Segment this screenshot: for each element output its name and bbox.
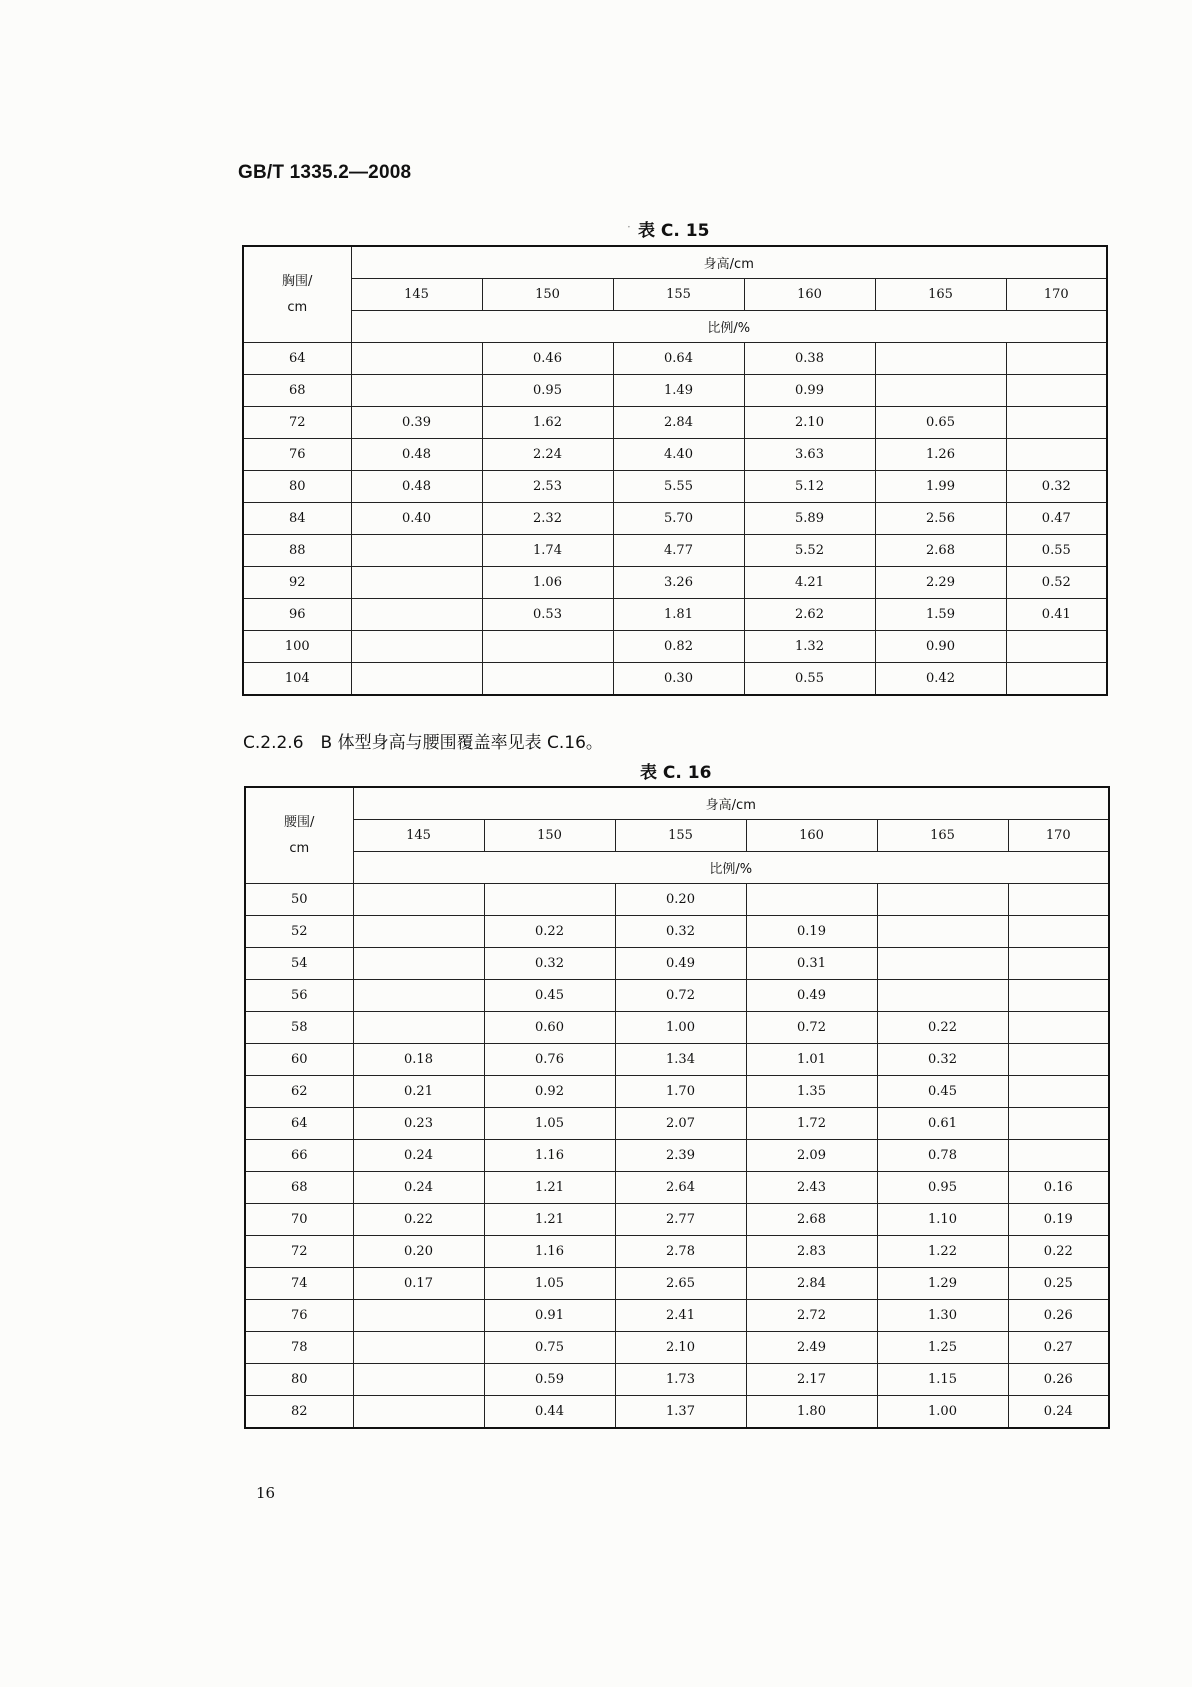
table-cell: 1.30 [877,1300,1008,1332]
row-label: 50 [245,884,353,916]
table-cell: 0.26 [1008,1300,1109,1332]
table-cell: 0.32 [877,1044,1008,1076]
table-row [245,1300,1109,1332]
row-label: 52 [245,916,353,948]
table-cell: 2.43 [746,1172,877,1204]
table-cell: 0.91 [484,1300,615,1332]
height-header: 155 [613,279,744,311]
table-cell: 4.40 [613,439,744,471]
table-row [245,948,1109,980]
row-label: 88 [243,535,351,567]
table-cell [351,535,482,567]
row-header-label: 腰围/ [284,814,315,830]
row-label: 64 [245,1108,353,1140]
table-row [245,1204,1109,1236]
table-cell: 0.20 [353,1236,484,1268]
row-header-cell [243,246,351,343]
table-cell: 0.41 [1006,599,1107,631]
height-header-row [245,820,1109,852]
table-cell: 0.23 [353,1108,484,1140]
table-cell: 1.16 [484,1140,615,1172]
table-cell: 2.62 [744,599,875,631]
table-row [245,1268,1109,1300]
table-cell: 0.55 [1006,535,1107,567]
table-cell [1006,343,1107,375]
table-cell: 2.29 [875,567,1006,599]
row-label: 96 [243,599,351,631]
row-label: 64 [243,343,351,375]
table-cell [1008,1140,1109,1172]
table-cell [1008,1012,1109,1044]
table-cell: 1.37 [615,1396,746,1429]
table-cell: 5.70 [613,503,744,535]
table-cell: 0.99 [744,375,875,407]
table-row [245,1108,1109,1140]
table-cell [351,599,482,631]
row-label: 74 [245,1268,353,1300]
table-cell [875,375,1006,407]
table-row [243,535,1107,567]
table-cell: 1.74 [482,535,613,567]
table-cell [1008,916,1109,948]
table-cell: 5.89 [744,503,875,535]
table-cell: 0.32 [615,916,746,948]
row-header-cell [245,787,353,884]
table-row [245,1364,1109,1396]
table-cell [1006,631,1107,663]
table-cell [877,948,1008,980]
table-cell: 1.10 [877,1204,1008,1236]
table-cell: 2.09 [746,1140,877,1172]
table-row [245,884,1109,916]
table-cell: 1.35 [746,1076,877,1108]
table-cell: 2.68 [875,535,1006,567]
table-cell: 1.72 [746,1108,877,1140]
row-label: 104 [243,663,351,696]
table-cell: 1.99 [875,471,1006,503]
row-label: 92 [243,567,351,599]
table-cell: 0.22 [484,916,615,948]
unit-label: 比例/% [351,311,1107,343]
table-cell: 5.12 [744,471,875,503]
table-cell: 0.26 [1008,1364,1109,1396]
height-header: 170 [1006,279,1107,311]
table-cell: 2.68 [746,1204,877,1236]
table-cell: 2.53 [482,471,613,503]
table-c15-caption: 表 C. 15 [638,221,710,241]
table-cell: 1.73 [615,1364,746,1396]
table-cell: 0.95 [877,1172,1008,1204]
table-cell [746,884,877,916]
table-cell: 0.46 [482,343,613,375]
table-cell [1008,1076,1109,1108]
row-label: 72 [243,407,351,439]
row-label: 78 [245,1332,353,1364]
row-header-label: 胸围/ [282,273,313,289]
table-cell: 0.38 [744,343,875,375]
table-cell: 0.59 [484,1364,615,1396]
height-header: 150 [484,820,615,852]
table-row [243,439,1107,471]
table-cell [1006,663,1107,696]
height-header-row [243,279,1107,311]
table-cell: 0.49 [746,980,877,1012]
row-label: 76 [243,439,351,471]
row-label: 76 [245,1300,353,1332]
table-cell: 1.21 [484,1204,615,1236]
table-row [243,471,1107,503]
height-header: 145 [351,279,482,311]
table-cell [1008,884,1109,916]
row-label: 66 [245,1140,353,1172]
table-cell: 0.17 [353,1268,484,1300]
table-cell: 0.72 [746,1012,877,1044]
header-row [243,246,1107,279]
table-cell: 2.84 [746,1268,877,1300]
table-cell: 0.24 [1008,1396,1109,1429]
table-cell: 0.27 [1008,1332,1109,1364]
table-cell: 2.78 [615,1236,746,1268]
table-cell: 0.22 [353,1204,484,1236]
table-cell: 2.10 [744,407,875,439]
table-cell [351,343,482,375]
table-cell [353,1300,484,1332]
row-label: 100 [243,631,351,663]
table-cell [353,1332,484,1364]
table-cell: 2.17 [746,1364,877,1396]
table-row [243,599,1107,631]
table-cell: 0.45 [877,1076,1008,1108]
table-cell: 1.05 [484,1108,615,1140]
column-group-header: 身高/cm [353,787,1109,820]
table-cell: 0.42 [875,663,1006,696]
row-label: 70 [245,1204,353,1236]
table-cell: 0.47 [1006,503,1107,535]
table-cell: 3.26 [613,567,744,599]
table-cell: 0.18 [353,1044,484,1076]
table-row [245,1236,1109,1268]
table-cell: 1.16 [484,1236,615,1268]
table-row [245,1076,1109,1108]
table-cell: 2.10 [615,1332,746,1364]
table-cell: 0.45 [484,980,615,1012]
table-cell: 0.16 [1008,1172,1109,1204]
table-cell: 0.24 [353,1140,484,1172]
table-cell [353,1012,484,1044]
height-header: 160 [744,279,875,311]
table-cell: 2.84 [613,407,744,439]
table-cell: 0.19 [746,916,877,948]
row-label: 54 [245,948,353,980]
table-cell: 0.31 [746,948,877,980]
table-cell: 0.22 [877,1012,1008,1044]
table-cell: 0.19 [1008,1204,1109,1236]
table-row [243,407,1107,439]
table-row [243,631,1107,663]
table-row [245,1012,1109,1044]
table-cell: 0.49 [615,948,746,980]
table-cell [1008,980,1109,1012]
table-row [245,1396,1109,1429]
table-cell: 0.52 [1006,567,1107,599]
table-cell: 2.32 [482,503,613,535]
table-cell: 0.53 [482,599,613,631]
table-cell [875,343,1006,375]
table-cell: 0.64 [613,343,744,375]
table-cell: 1.01 [746,1044,877,1076]
table-row [245,980,1109,1012]
height-header: 160 [746,820,877,852]
table-cell: 0.24 [353,1172,484,1204]
table-cell [351,567,482,599]
table-cell: 2.56 [875,503,1006,535]
table-cell: 2.39 [615,1140,746,1172]
table-cell: 0.72 [615,980,746,1012]
table-cell: 2.77 [615,1204,746,1236]
table-cell: 0.82 [613,631,744,663]
table-cell: 1.06 [482,567,613,599]
table-cell: 4.21 [744,567,875,599]
table-cell: 1.22 [877,1236,1008,1268]
table-cell: 0.20 [615,884,746,916]
height-header: 165 [877,820,1008,852]
table-row [245,1172,1109,1204]
table-cell: 2.64 [615,1172,746,1204]
table-cell [351,663,482,696]
table-cell [482,663,613,696]
height-header: 170 [1008,820,1109,852]
table-cell: 2.41 [615,1300,746,1332]
clause-c226: C.2.2.6 B 体型身高与腰围覆盖率见表 C.16。 [243,733,603,753]
table-cell [353,948,484,980]
table-cell [482,631,613,663]
table-cell: 1.81 [613,599,744,631]
table-cell: 0.61 [877,1108,1008,1140]
table-cell [353,1364,484,1396]
table-cell [353,916,484,948]
table-cell [484,884,615,916]
document-code: GB/T 1335.2—2008 [238,162,412,183]
row-label: 56 [245,980,353,1012]
table-cell [353,884,484,916]
table-cell: 1.00 [877,1396,1008,1429]
row-label: 68 [245,1172,353,1204]
table-cell [1006,439,1107,471]
table-cell: 2.72 [746,1300,877,1332]
table-row [245,1140,1109,1172]
table-c16 [244,786,1110,1429]
table-cell: 2.65 [615,1268,746,1300]
table-cell: 0.40 [351,503,482,535]
table-cell [877,980,1008,1012]
table-cell: 2.49 [746,1332,877,1364]
table-row [243,503,1107,535]
table-cell: 0.92 [484,1076,615,1108]
table-row [245,916,1109,948]
table-cell [1008,1044,1109,1076]
table-cell [353,980,484,1012]
table-cell [1006,407,1107,439]
table-cell: 1.26 [875,439,1006,471]
row-label: 60 [245,1044,353,1076]
table-cell: 1.21 [484,1172,615,1204]
table-cell: 0.21 [353,1076,484,1108]
row-label: 80 [243,471,351,503]
table-cell: 0.60 [484,1012,615,1044]
table-cell: 0.76 [484,1044,615,1076]
table-cell [353,1396,484,1429]
unit-label: 比例/% [353,852,1109,884]
table-cell: 0.32 [1006,471,1107,503]
table-row [245,1044,1109,1076]
table-cell [877,884,1008,916]
table-cell: 1.80 [746,1396,877,1429]
height-header: 150 [482,279,613,311]
row-header-unit: cm [287,299,308,315]
table-cell: 0.95 [482,375,613,407]
row-label: 62 [245,1076,353,1108]
table-row [243,663,1107,696]
table-c16-caption: 表 C. 16 [640,763,712,783]
table-cell: 2.83 [746,1236,877,1268]
row-label: 58 [245,1012,353,1044]
header-row [245,787,1109,820]
row-label: 68 [243,375,351,407]
row-label: 80 [245,1364,353,1396]
scan-dot: · [627,220,631,234]
table-cell: 4.77 [613,535,744,567]
table-cell: 0.25 [1008,1268,1109,1300]
table-row [245,1332,1109,1364]
table-cell: 1.00 [615,1012,746,1044]
table-cell: 1.62 [482,407,613,439]
table-cell: 0.48 [351,471,482,503]
table-cell: 2.24 [482,439,613,471]
table-cell: 3.63 [744,439,875,471]
table-cell [351,631,482,663]
height-header: 145 [353,820,484,852]
table-cell: 0.90 [875,631,1006,663]
unit-row [245,852,1109,884]
table-cell: 1.32 [744,631,875,663]
column-group-header: 身高/cm [351,246,1107,279]
table-cell: 0.22 [1008,1236,1109,1268]
table-row [243,567,1107,599]
row-label: 72 [245,1236,353,1268]
table-cell [351,375,482,407]
height-header: 165 [875,279,1006,311]
table-cell: 5.52 [744,535,875,567]
table-cell: 1.05 [484,1268,615,1300]
page-number: 16 [256,1484,276,1502]
row-label: 84 [243,503,351,535]
table-cell [1008,1108,1109,1140]
table-cell: 0.32 [484,948,615,980]
table-cell: 0.48 [351,439,482,471]
table-cell: 1.29 [877,1268,1008,1300]
table-cell: 0.78 [877,1140,1008,1172]
table-row [243,343,1107,375]
table-cell: 0.39 [351,407,482,439]
row-header-unit: cm [289,840,310,856]
table-row [243,375,1107,407]
table-cell: 5.55 [613,471,744,503]
table-cell: 1.59 [875,599,1006,631]
table-cell: 1.70 [615,1076,746,1108]
table-cell: 1.25 [877,1332,1008,1364]
table-cell [1008,948,1109,980]
table-cell: 0.75 [484,1332,615,1364]
table-cell: 0.55 [744,663,875,696]
table-cell: 0.44 [484,1396,615,1429]
table-cell: 2.07 [615,1108,746,1140]
height-header: 155 [615,820,746,852]
table-cell [877,916,1008,948]
table-cell: 1.34 [615,1044,746,1076]
row-label: 82 [245,1396,353,1429]
table-cell: 0.30 [613,663,744,696]
unit-row [243,311,1107,343]
table-cell [1006,375,1107,407]
table-cell: 1.15 [877,1364,1008,1396]
table-cell: 0.65 [875,407,1006,439]
table-c15 [242,245,1108,696]
table-cell: 1.49 [613,375,744,407]
